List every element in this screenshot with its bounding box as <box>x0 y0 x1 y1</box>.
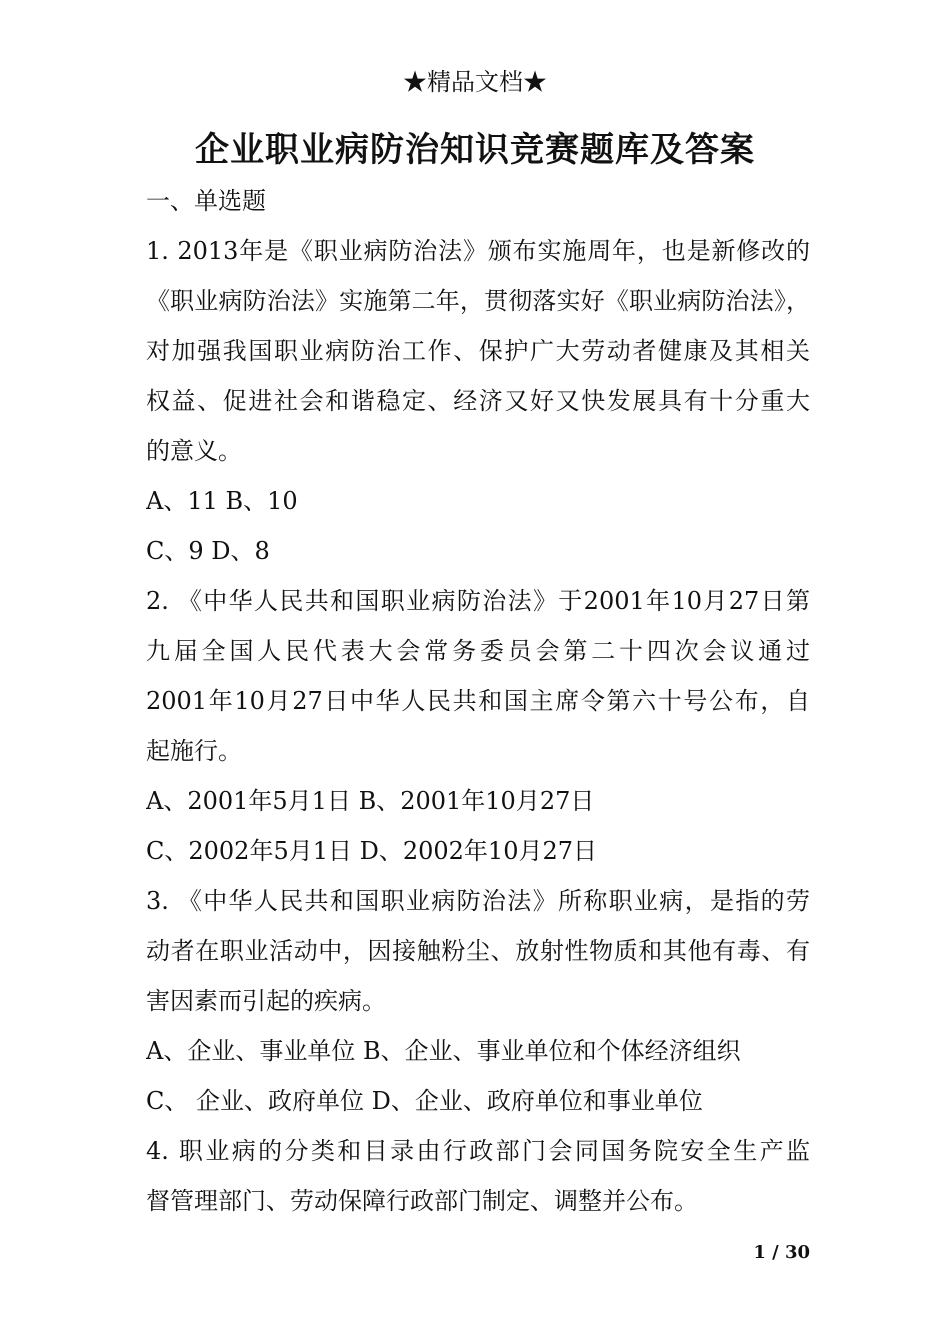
section-heading: 一、单选题 <box>146 187 266 215</box>
answer-options: C、 企业、政府单位 D、企业、政府单位和事业单位 <box>146 1087 703 1115</box>
text-line: 2001年10月27日中华人民共和国主席令第六十号公布，自 <box>146 687 810 715</box>
document-body <box>146 176 810 1226</box>
text-line: 权益、促进社会和谐稳定、经济又好又快发展具有十分重大 <box>146 387 810 415</box>
text-line: 对加强我国职业病防治工作、保护广大劳动者健康及其相关 <box>146 337 810 365</box>
answer-options: A、企业、事业单位 B、企业、事业单位和个体经济组织 <box>146 1037 741 1065</box>
page-header: ★精品文档★ <box>403 68 547 96</box>
text-line: 的意义。 <box>146 437 242 465</box>
page-number: 1 / 30 <box>753 1242 810 1263</box>
text-line: 九届全国人民代表大会常务委员会第二十四次会议通过 <box>146 637 810 665</box>
text-line: 害因素而引起的疾病。 <box>146 987 386 1015</box>
text-line: 1. 2013年是《职业病防治法》颁布实施周年，也是新修改的 <box>146 237 810 265</box>
text-line: 2. 《中华人民共和国职业病防治法》于2001年10月27日第 <box>146 587 810 615</box>
text-line: 督管理部门、劳动保障行政部门制定、调整并公布。 <box>146 1187 698 1215</box>
text-line: 《职业病防治法》实施第二年，贯彻落实好《职业病防治法》， <box>146 287 810 315</box>
text-line: 起施行。 <box>146 737 242 765</box>
document-title: 企业职业病防治知识竞赛题库及答案 <box>195 130 755 170</box>
answer-options: A、2001年5月1日 B、2001年10月27日 <box>146 787 595 815</box>
text-line: 3. 《中华人民共和国职业病防治法》所称职业病，是指的劳 <box>146 887 810 915</box>
text-line: 动者在职业活动中，因接触粉尘、放射性物质和其他有毒、有 <box>146 937 810 965</box>
text-line: 4. 职业病的分类和目录由行政部门会同国务院安全生产监 <box>146 1137 810 1165</box>
answer-options: C、9 D、8 <box>146 537 270 565</box>
answer-options: A、11 B、10 <box>146 487 298 515</box>
answer-options: C、2002年5月1日 D、2002年10月27日 <box>146 837 598 865</box>
